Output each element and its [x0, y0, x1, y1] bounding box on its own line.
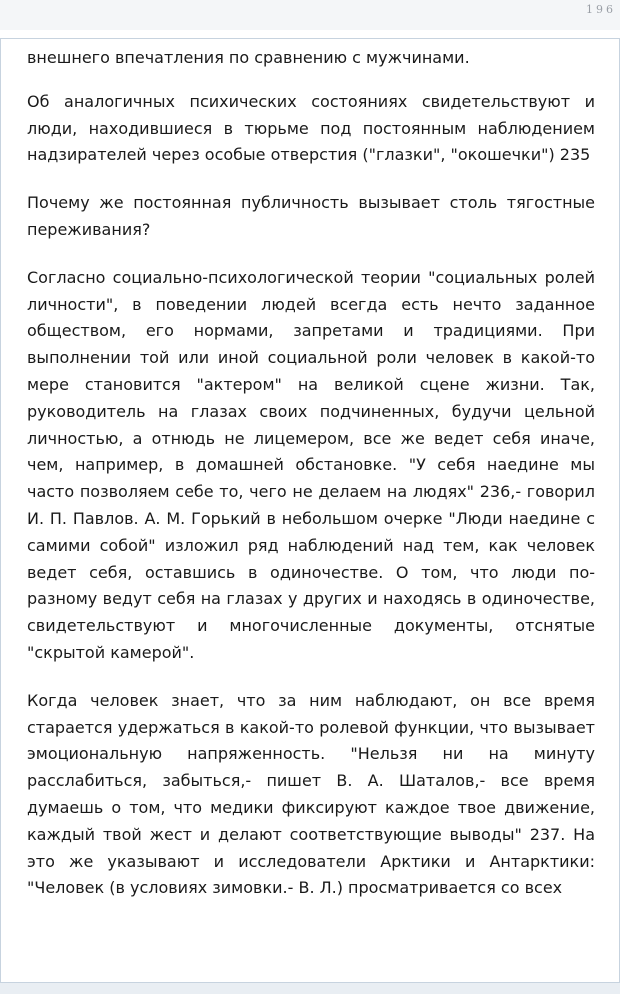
paragraph-observation-tension: Когда человек знает, что за ним наблюдают, он все время старается удержаться в какой-то ролевой функции, что вызывает эмоциональную напряженность. "Нельзя ни на минуту расслабиться, забыться,- пишет В. А. Шаталов,- все время думаешь о том, что медики фиксируют каждое твое движение, каждый твой жест и делают соответствующие выводы" 237. На это же указывают и исследователи Арктики и Антарктики: "Человек (в условиях зимовки.- В. Л.) просматривается со всех — [27, 690, 595, 898]
paragraph-social-roles: Согласно социально-психологической теории "социальных ролей личности", в поведении людей всегда есть нечто заданное обществом, его нормами, запретами и традициями. При выполнении той или иной социальной роли человек в какой-то мере становится "актером" на великой сцене жизни. Так, руководитель на глазах своих подчиненных, будучи цельной личностью, а отнюдь не лицемером, все же ведет себя иначе, чем, например, в домашней обстановке. "У себя наедине мы часто позволяем себе то, чего не делаем на людях" 236,- говорил И. П. Павлов. А. М. Горький в небольшом очерке "Люди наедине с самими собой" изложил ряд наблюдений над тем, как человек ведет себя, оставшись в одиночестве. О том, что люди по-разному ведут себя на глазах у других и находясь в одиночестве, свидетельствуют и многочисленные документы, отснятые "скрытой камерой". — [27, 267, 595, 662]
paragraph-question: Почему же постоянная публичность вызывает столь тягостные переживания? — [27, 193, 595, 239]
page-header-bar — [0, 0, 620, 30]
page-body-frame — [0, 38, 620, 983]
paragraph-continuation: внешнего впечатления по сравнению с мужчинами. — [27, 48, 470, 67]
page-footer-bar — [0, 982, 620, 994]
page-number: 196 — [586, 3, 616, 16]
document-text — [27, 45, 595, 923]
paragraph-prison-observation: Об аналогичных психических состояниях свидетельствуют и люди, находившиеся в тюрьме под постоянным наблюдением надзирателей через особые отверстия ("глазки", "окошечки") 235 — [27, 91, 595, 165]
